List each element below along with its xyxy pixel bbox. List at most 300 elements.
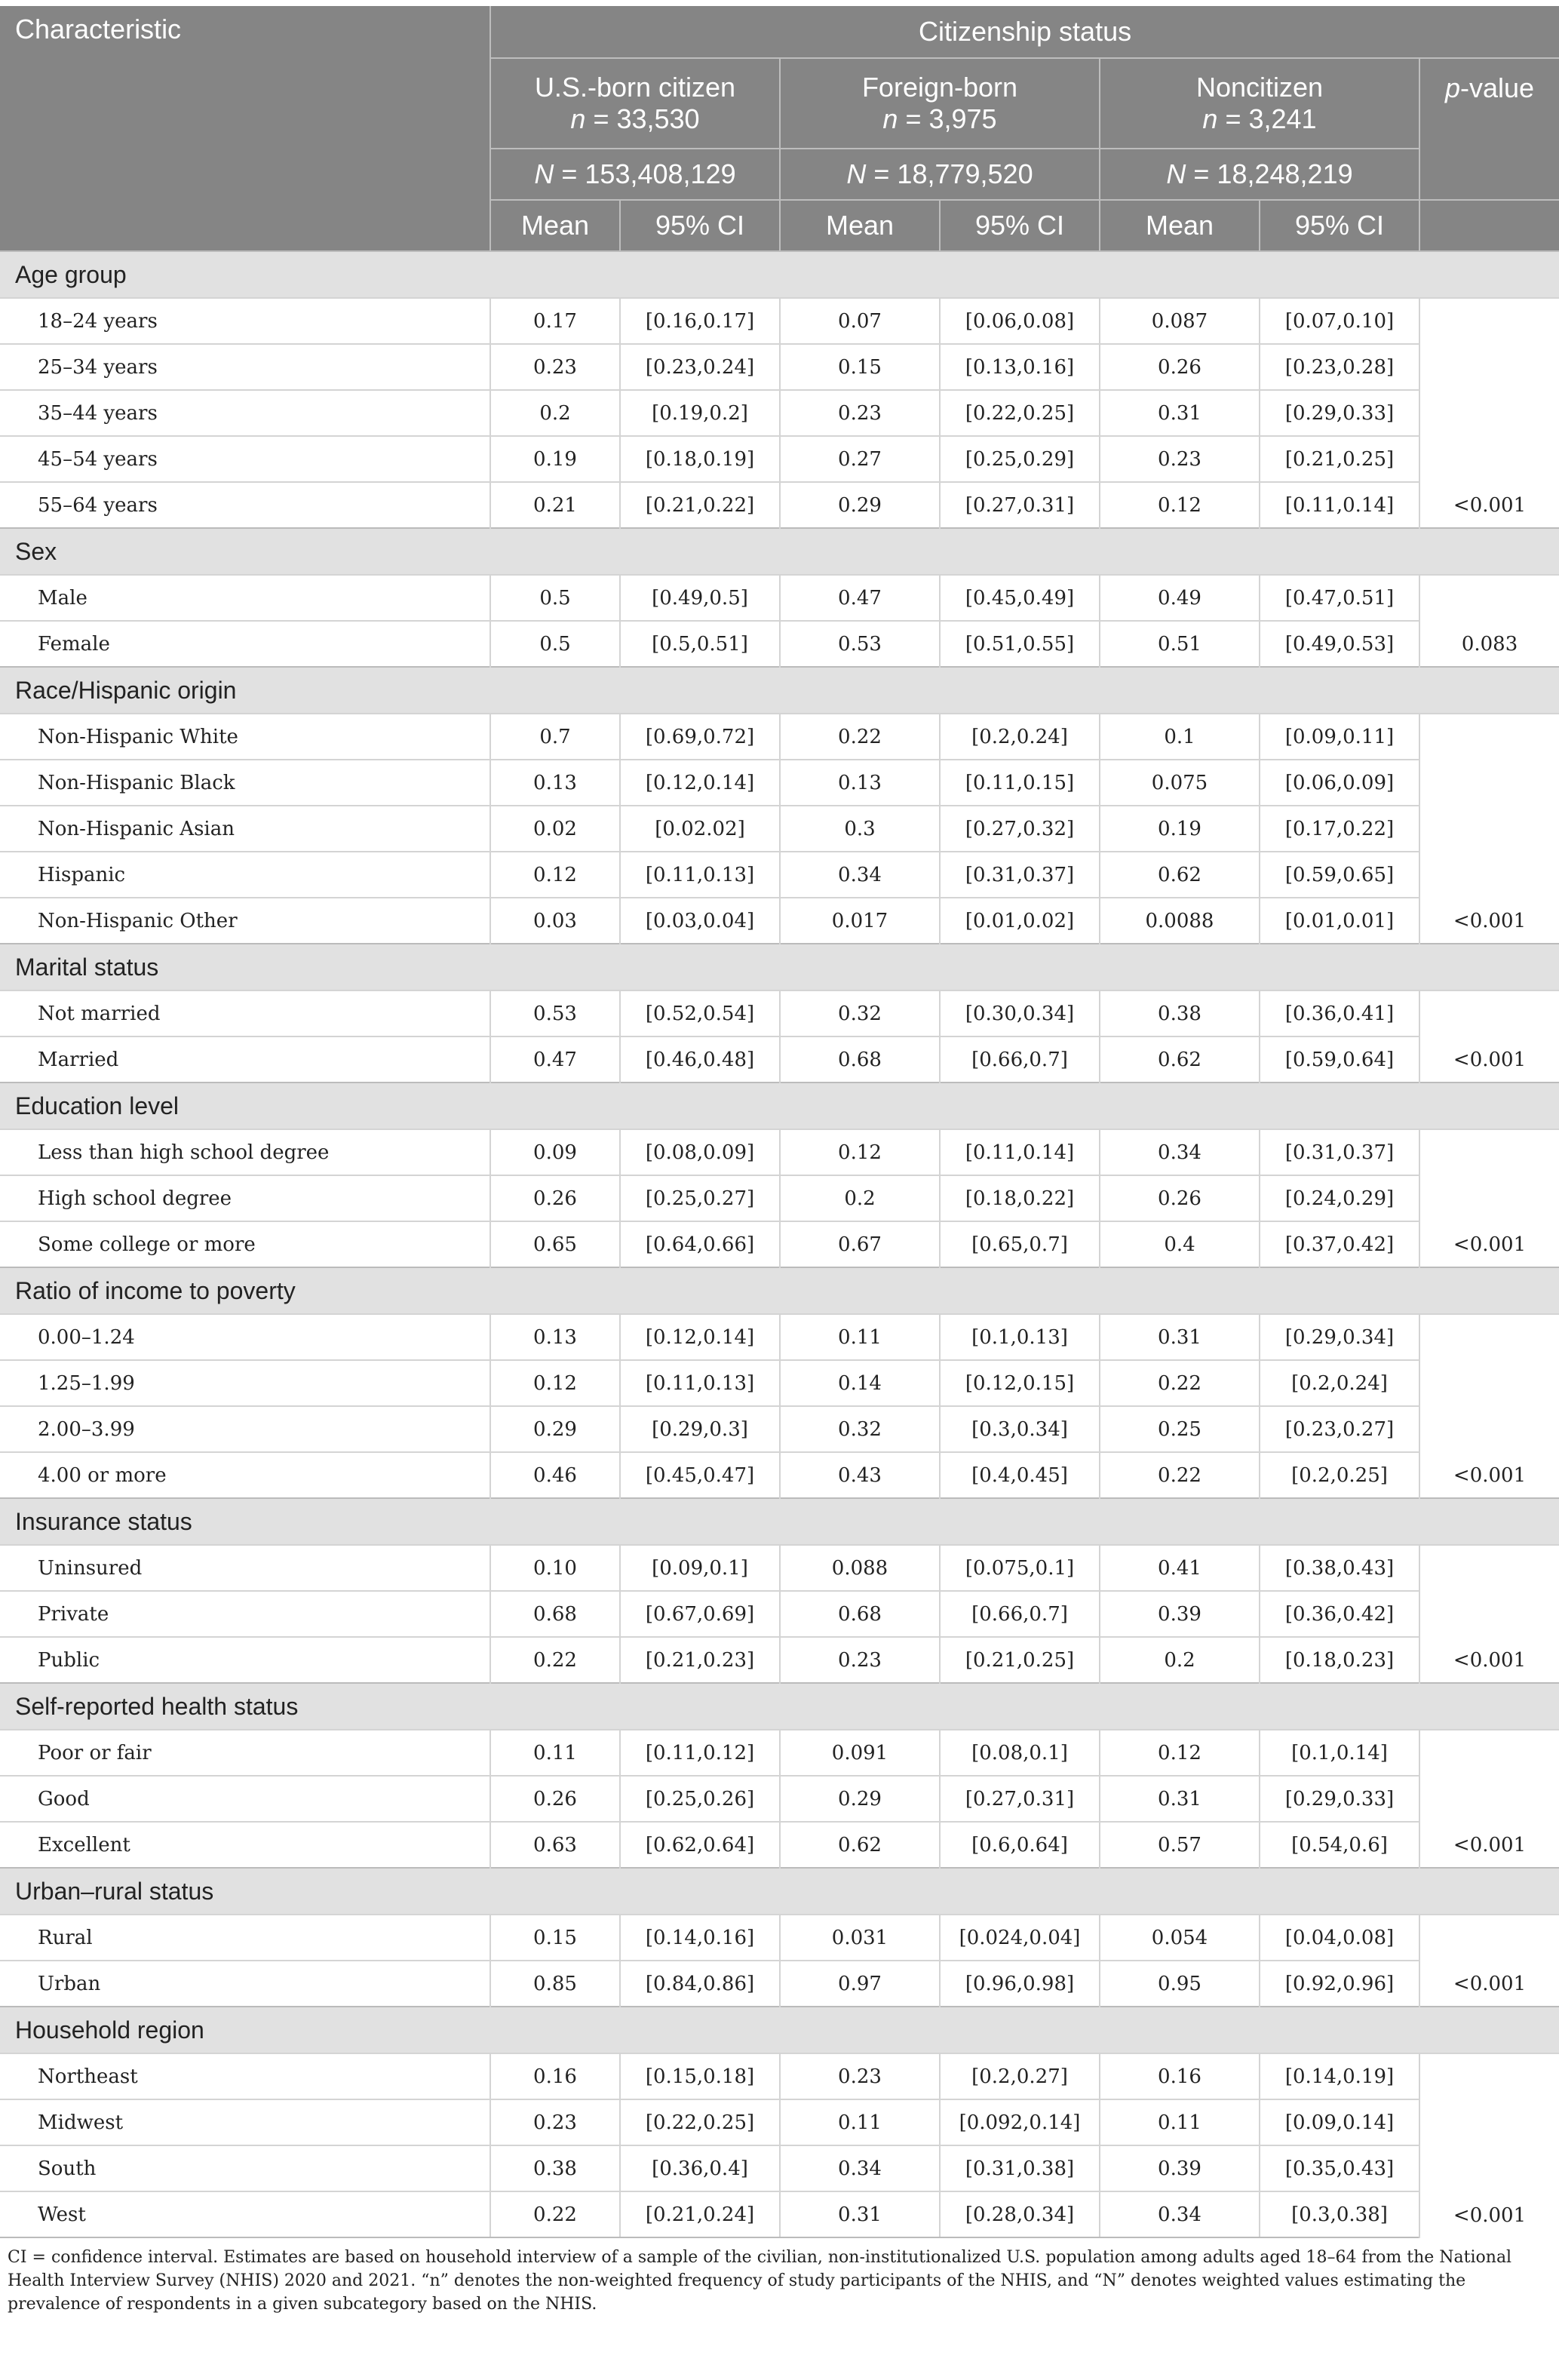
ci-cell: [0.54,0.6] — [1260, 1822, 1419, 1868]
ci-cell: [0.11,0.14] — [1260, 482, 1419, 528]
table-row — [0, 1175, 1559, 1221]
ci-cell: [0.27,0.31] — [940, 482, 1100, 528]
table-row — [0, 852, 1559, 898]
mean-cell: 0.38 — [1100, 990, 1260, 1036]
row-label: Excellent — [0, 1822, 490, 1868]
mean-cell: 0.1 — [1100, 714, 1260, 760]
table-row — [0, 1314, 1559, 1360]
table-row — [0, 1452, 1559, 1498]
ci-cell: [0.1,0.14] — [1260, 1730, 1419, 1776]
ci-cell: [0.29,0.3] — [620, 1406, 780, 1452]
citizenship-table — [0, 6, 1559, 2238]
mean-cell: 0.53 — [780, 621, 940, 667]
mean-cell: 0.26 — [490, 1175, 620, 1221]
p-value-cell: <0.001 — [1419, 1915, 1559, 2007]
row-label: Non-Hispanic White — [0, 714, 490, 760]
ci-cell: [0.38,0.43] — [1260, 1545, 1419, 1591]
ci-header: 95% CI — [940, 200, 1100, 251]
row-label: Urban — [0, 1961, 490, 2007]
table-row — [0, 990, 1559, 1036]
ci-cell: [0.66,0.7] — [940, 1591, 1100, 1637]
citizenship-status-header: Citizenship status — [490, 6, 1559, 58]
mean-cell: 0.65 — [490, 1221, 620, 1267]
mean-cell: 0.62 — [780, 1822, 940, 1868]
row-label: Non-Hispanic Black — [0, 760, 490, 806]
ci-cell: [0.59,0.64] — [1260, 1036, 1419, 1083]
section-title: Urban–rural status — [0, 1868, 1559, 1915]
mean-cell: 0.57 — [1100, 1822, 1260, 1868]
section-title: Sex — [0, 528, 1559, 575]
mean-cell: 0.46 — [490, 1452, 620, 1498]
ci-cell: [0.092,0.14] — [940, 2099, 1100, 2145]
ci-cell: [0.25,0.29] — [940, 436, 1100, 482]
ci-cell: [0.64,0.66] — [620, 1221, 780, 1267]
mean-cell: 0.41 — [1100, 1545, 1260, 1591]
p-value-rest: -value — [1460, 72, 1535, 103]
table-wrapper — [0, 6, 1559, 2316]
mean-cell: 0.11 — [780, 2099, 940, 2145]
ci-cell: [0.09,0.14] — [1260, 2099, 1419, 2145]
ci-cell: [0.13,0.16] — [940, 344, 1100, 390]
mean-cell: 0.07 — [780, 298, 940, 344]
ci-cell: [0.16,0.17] — [620, 298, 780, 344]
mean-cell: 0.34 — [1100, 2191, 1260, 2237]
section-title: Insurance status — [0, 1498, 1559, 1545]
row-label: Public — [0, 1637, 490, 1683]
weighted-n-foreign-born — [780, 149, 1100, 200]
n-value: = 33,530 — [585, 103, 700, 134]
ci-cell: [0.84,0.86] — [620, 1961, 780, 2007]
table-row — [0, 1822, 1559, 1868]
mean-cell: 0.15 — [780, 344, 940, 390]
row-label: Female — [0, 621, 490, 667]
ci-cell: [0.18,0.19] — [620, 436, 780, 482]
mean-cell: 0.27 — [780, 436, 940, 482]
section-title: Race/Hispanic origin — [0, 667, 1559, 714]
ci-cell: [0.35,0.43] — [1260, 2145, 1419, 2191]
p-value-italic: p — [1444, 72, 1461, 103]
mean-cell: 0.054 — [1100, 1915, 1260, 1961]
mean-cell: 0.09 — [490, 1129, 620, 1175]
mean-cell: 0.31 — [1100, 1314, 1260, 1360]
n-label: n — [882, 103, 898, 134]
ci-cell: [0.04,0.08] — [1260, 1915, 1419, 1961]
ci-cell: [0.2,0.27] — [940, 2053, 1100, 2099]
table-row — [0, 1591, 1559, 1637]
section-header-row — [0, 1498, 1559, 1545]
N-value: = 18,248,219 — [1186, 158, 1353, 189]
ci-cell: [0.08,0.1] — [940, 1730, 1100, 1776]
mean-cell: 0.26 — [1100, 1175, 1260, 1221]
ci-cell: [0.46,0.48] — [620, 1036, 780, 1083]
section-header-row — [0, 528, 1559, 575]
row-label: West — [0, 2191, 490, 2237]
mean-cell: 0.29 — [780, 1776, 940, 1822]
ci-cell: [0.12,0.14] — [620, 1314, 780, 1360]
group-name: U.S.-born citizen — [534, 72, 736, 103]
mean-cell: 0.031 — [780, 1915, 940, 1961]
ci-cell: [0.3,0.34] — [940, 1406, 1100, 1452]
mean-cell: 0.34 — [1100, 1129, 1260, 1175]
ci-cell: [0.075,0.1] — [940, 1545, 1100, 1591]
mean-cell: 0.15 — [490, 1915, 620, 1961]
table-row — [0, 1961, 1559, 2007]
ci-cell: [0.30,0.34] — [940, 990, 1100, 1036]
group-header-foreign-born — [780, 58, 1100, 149]
mean-cell: 0.088 — [780, 1545, 940, 1591]
ci-cell: [0.36,0.4] — [620, 2145, 780, 2191]
mean-cell: 0.03 — [490, 898, 620, 944]
ci-cell: [0.2,0.25] — [1260, 1452, 1419, 1498]
ci-cell: [0.024,0.04] — [940, 1915, 1100, 1961]
N-value: = 153,408,129 — [554, 158, 736, 189]
table-row — [0, 1036, 1559, 1083]
table-footnote: CI = confidence interval. Estimates are based on household interview of a sample of the civilian, non-institutionalized U.S. population among adults aged 18–64 from the National Health Interview Survey (NHIS) 2020 and 2021. “n” denotes the non-weighted frequency of study participants of the NHIS, and “N” denotes weighted values estimating the prevalence of respondents in a given subcategory based on the NHIS. — [8, 2248, 1512, 2314]
section-header-row — [0, 1083, 1559, 1129]
mean-cell: 0.5 — [490, 575, 620, 621]
mean-cell: 0.32 — [780, 1406, 940, 1452]
ci-cell: [0.09,0.1] — [620, 1545, 780, 1591]
row-label: 45–54 years — [0, 436, 490, 482]
ci-cell: [0.19,0.2] — [620, 390, 780, 436]
section-header-row — [0, 2007, 1559, 2053]
ci-cell: [0.25,0.27] — [620, 1175, 780, 1221]
mean-cell: 0.16 — [1100, 2053, 1260, 2099]
section-title: Age group — [0, 251, 1559, 298]
table-row — [0, 2099, 1559, 2145]
ci-cell: [0.11,0.14] — [940, 1129, 1100, 1175]
row-label: Midwest — [0, 2099, 490, 2145]
ci-cell: [0.03,0.04] — [620, 898, 780, 944]
mean-cell: 0.31 — [1100, 390, 1260, 436]
section-title: Household region — [0, 2007, 1559, 2053]
mean-cell: 0.087 — [1100, 298, 1260, 344]
ci-cell: [0.14,0.19] — [1260, 2053, 1419, 2099]
ci-cell: [0.24,0.29] — [1260, 1175, 1419, 1221]
ci-cell: [0.3,0.38] — [1260, 2191, 1419, 2237]
mean-cell: 0.31 — [1100, 1776, 1260, 1822]
mean-cell: 0.53 — [490, 990, 620, 1036]
section-header-row — [0, 251, 1559, 298]
mean-header: Mean — [490, 200, 620, 251]
p-value-header — [1419, 58, 1559, 200]
mean-cell: 0.2 — [780, 1175, 940, 1221]
section-title: Marital status — [0, 944, 1559, 990]
mean-cell: 0.62 — [1100, 852, 1260, 898]
ci-cell: [0.25,0.26] — [620, 1776, 780, 1822]
mean-cell: 0.4 — [1100, 1221, 1260, 1267]
row-label: Male — [0, 575, 490, 621]
group-name: Foreign-born — [861, 72, 1018, 103]
mean-cell: 0.21 — [490, 482, 620, 528]
ci-cell: [0.23,0.24] — [620, 344, 780, 390]
row-label: Good — [0, 1776, 490, 1822]
row-label: 1.25–1.99 — [0, 1360, 490, 1406]
mean-cell: 0.34 — [780, 852, 940, 898]
ci-cell: [0.28,0.34] — [940, 2191, 1100, 2237]
mean-cell: 0.11 — [490, 1730, 620, 1776]
n-label: n — [1202, 103, 1218, 134]
mean-cell: 0.23 — [490, 344, 620, 390]
group-header-us-born — [490, 58, 780, 149]
mean-cell: 0.26 — [490, 1776, 620, 1822]
mean-header: Mean — [1100, 200, 1260, 251]
section-title: Education level — [0, 1083, 1559, 1129]
mean-cell: 0.075 — [1100, 760, 1260, 806]
ci-cell: [0.14,0.16] — [620, 1915, 780, 1961]
ci-cell: [0.45,0.47] — [620, 1452, 780, 1498]
ci-cell: [0.27,0.32] — [940, 806, 1100, 852]
ci-cell: [0.37,0.42] — [1260, 1221, 1419, 1267]
mean-cell: 0.2 — [1100, 1637, 1260, 1683]
table-row — [0, 1545, 1559, 1591]
table-row — [0, 575, 1559, 621]
mean-cell: 0.29 — [780, 482, 940, 528]
mean-cell: 0.13 — [780, 760, 940, 806]
mean-cell: 0.49 — [1100, 575, 1260, 621]
mean-cell: 0.47 — [490, 1036, 620, 1083]
p-value-cell: <0.001 — [1419, 714, 1559, 944]
N-label: N — [846, 158, 867, 189]
table-row — [0, 760, 1559, 806]
n-label: n — [570, 103, 586, 134]
row-label: High school degree — [0, 1175, 490, 1221]
table-row — [0, 344, 1559, 390]
ci-cell: [0.6,0.64] — [940, 1822, 1100, 1868]
table-row — [0, 436, 1559, 482]
table-header — [0, 6, 1559, 251]
ci-cell: [0.36,0.41] — [1260, 990, 1419, 1036]
ci-cell: [0.49,0.53] — [1260, 621, 1419, 667]
ci-cell: [0.66,0.7] — [940, 1036, 1100, 1083]
mean-cell: 0.31 — [780, 2191, 940, 2237]
row-label: Less than high school degree — [0, 1129, 490, 1175]
mean-cell: 0.16 — [490, 2053, 620, 2099]
p-value-cell: 0.083 — [1419, 575, 1559, 667]
ci-cell: [0.06,0.08] — [940, 298, 1100, 344]
group-header-noncitizen — [1100, 58, 1419, 149]
ci-cell: [0.4,0.45] — [940, 1452, 1100, 1498]
mean-cell: 0.12 — [1100, 482, 1260, 528]
ci-cell: [0.45,0.49] — [940, 575, 1100, 621]
ci-cell: [0.01,0.02] — [940, 898, 1100, 944]
mean-cell: 0.47 — [780, 575, 940, 621]
ci-cell: [0.2,0.24] — [1260, 1360, 1419, 1406]
ci-cell: [0.62,0.64] — [620, 1822, 780, 1868]
row-label: 4.00 or more — [0, 1452, 490, 1498]
row-label: Non-Hispanic Other — [0, 898, 490, 944]
N-label: N — [1166, 158, 1186, 189]
table-row — [0, 1360, 1559, 1406]
table-row — [0, 2053, 1559, 2099]
mean-cell: 0.3 — [780, 806, 940, 852]
table-row — [0, 2145, 1559, 2191]
mean-cell: 0.67 — [780, 1221, 940, 1267]
mean-header: Mean — [780, 200, 940, 251]
ci-cell: [0.11,0.15] — [940, 760, 1100, 806]
ci-cell: [0.23,0.28] — [1260, 344, 1419, 390]
ci-cell: [0.52,0.54] — [620, 990, 780, 1036]
mean-cell: 0.68 — [490, 1591, 620, 1637]
table-row — [0, 1129, 1559, 1175]
table-row — [0, 806, 1559, 852]
row-label: 25–34 years — [0, 344, 490, 390]
mean-cell: 0.29 — [490, 1406, 620, 1452]
p-value-cell: <0.001 — [1419, 990, 1559, 1083]
section-header-row — [0, 667, 1559, 714]
row-label: Uninsured — [0, 1545, 490, 1591]
mean-cell: 0.19 — [490, 436, 620, 482]
mean-cell: 0.62 — [1100, 1036, 1260, 1083]
mean-cell: 0.14 — [780, 1360, 940, 1406]
ci-cell: [0.47,0.51] — [1260, 575, 1419, 621]
row-label: Private — [0, 1591, 490, 1637]
row-label: Rural — [0, 1915, 490, 1961]
table-row — [0, 621, 1559, 667]
mean-cell: 0.23 — [780, 390, 940, 436]
n-value: = 3,241 — [1217, 103, 1317, 134]
table-row — [0, 1730, 1559, 1776]
section-header-row — [0, 944, 1559, 990]
row-label: Married — [0, 1036, 490, 1083]
N-value: = 18,779,520 — [866, 158, 1033, 189]
N-label: N — [534, 158, 554, 189]
ci-cell: [0.12,0.14] — [620, 760, 780, 806]
row-label: Poor or fair — [0, 1730, 490, 1776]
row-label: Hispanic — [0, 852, 490, 898]
ci-cell: [0.17,0.22] — [1260, 806, 1419, 852]
weighted-n-noncitizen — [1100, 149, 1419, 200]
ci-cell: [0.31,0.37] — [1260, 1129, 1419, 1175]
ci-cell: [0.21,0.23] — [620, 1637, 780, 1683]
mean-cell: 0.43 — [780, 1452, 940, 1498]
ci-cell: [0.11,0.13] — [620, 852, 780, 898]
table-row — [0, 1406, 1559, 1452]
ci-cell: [0.5,0.51] — [620, 621, 780, 667]
ci-cell: [0.49,0.5] — [620, 575, 780, 621]
ci-cell: [0.51,0.55] — [940, 621, 1100, 667]
mean-cell: 0.12 — [780, 1129, 940, 1175]
ci-cell: [0.22,0.25] — [940, 390, 1100, 436]
row-label: 0.00–1.24 — [0, 1314, 490, 1360]
ci-cell: [0.1,0.13] — [940, 1314, 1100, 1360]
p-value-cell: <0.001 — [1419, 1314, 1559, 1498]
mean-cell: 0.17 — [490, 298, 620, 344]
mean-cell: 0.22 — [780, 714, 940, 760]
ci-cell: [0.29,0.34] — [1260, 1314, 1419, 1360]
ci-cell: [0.96,0.98] — [940, 1961, 1100, 2007]
table-row — [0, 1915, 1559, 1961]
section-header-row — [0, 1683, 1559, 1730]
mean-cell: 0.23 — [490, 2099, 620, 2145]
ci-cell: [0.07,0.10] — [1260, 298, 1419, 344]
section-header-row — [0, 1868, 1559, 1915]
p-value-subheader — [1419, 200, 1559, 251]
ci-cell: [0.21,0.22] — [620, 482, 780, 528]
table-row — [0, 714, 1559, 760]
ci-cell: [0.23,0.27] — [1260, 1406, 1419, 1452]
ci-cell: [0.59,0.65] — [1260, 852, 1419, 898]
ci-cell: [0.21,0.25] — [1260, 436, 1419, 482]
section-header-row — [0, 1267, 1559, 1314]
ci-cell: [0.2,0.24] — [940, 714, 1100, 760]
mean-cell: 0.19 — [1100, 806, 1260, 852]
characteristic-header: Characteristic — [0, 6, 490, 251]
p-value-cell: <0.001 — [1419, 298, 1559, 528]
mean-cell: 0.017 — [780, 898, 940, 944]
mean-cell: 0.23 — [780, 2053, 940, 2099]
ci-cell: [0.92,0.96] — [1260, 1961, 1419, 2007]
table-row — [0, 1221, 1559, 1267]
n-value: = 3,975 — [898, 103, 997, 134]
mean-cell: 0.22 — [490, 1637, 620, 1683]
ci-cell: [0.11,0.13] — [620, 1360, 780, 1406]
section-title: Ratio of income to poverty — [0, 1267, 1559, 1314]
table-row — [0, 898, 1559, 944]
ci-cell: [0.21,0.25] — [940, 1637, 1100, 1683]
ci-cell: [0.18,0.23] — [1260, 1637, 1419, 1683]
mean-cell: 0.11 — [1100, 2099, 1260, 2145]
mean-cell: 0.02 — [490, 806, 620, 852]
ci-cell: [0.21,0.24] — [620, 2191, 780, 2237]
mean-cell: 0.63 — [490, 1822, 620, 1868]
mean-cell: 0.13 — [490, 1314, 620, 1360]
table-body — [0, 251, 1559, 2237]
ci-cell: [0.09,0.11] — [1260, 714, 1419, 760]
group-name: Noncitizen — [1195, 72, 1324, 103]
mean-cell: 0.34 — [780, 2145, 940, 2191]
ci-cell: [0.02.02] — [620, 806, 780, 852]
mean-cell: 0.10 — [490, 1545, 620, 1591]
mean-cell: 0.7 — [490, 714, 620, 760]
ci-cell: [0.11,0.12] — [620, 1730, 780, 1776]
row-label: Non-Hispanic Asian — [0, 806, 490, 852]
mean-cell: 0.39 — [1100, 1591, 1260, 1637]
table-row — [0, 482, 1559, 528]
mean-cell: 0.23 — [1100, 436, 1260, 482]
ci-cell: [0.12,0.15] — [940, 1360, 1100, 1406]
weighted-n-us-born — [490, 149, 780, 200]
mean-cell: 0.38 — [490, 2145, 620, 2191]
mean-cell: 0.68 — [780, 1591, 940, 1637]
ci-cell: [0.22,0.25] — [620, 2099, 780, 2145]
mean-cell: 0.26 — [1100, 344, 1260, 390]
ci-cell: [0.65,0.7] — [940, 1221, 1100, 1267]
ci-cell: [0.18,0.22] — [940, 1175, 1100, 1221]
mean-cell: 0.0088 — [1100, 898, 1260, 944]
table-row — [0, 2191, 1559, 2237]
row-label: 2.00–3.99 — [0, 1406, 490, 1452]
mean-cell: 0.22 — [1100, 1452, 1260, 1498]
mean-cell: 0.85 — [490, 1961, 620, 2007]
row-label: 55–64 years — [0, 482, 490, 528]
ci-cell: [0.29,0.33] — [1260, 390, 1419, 436]
row-label: Not married — [0, 990, 490, 1036]
ci-cell: [0.01,0.01] — [1260, 898, 1419, 944]
mean-cell: 0.22 — [490, 2191, 620, 2237]
p-value-cell: <0.001 — [1419, 2053, 1559, 2237]
ci-cell: [0.67,0.69] — [620, 1591, 780, 1637]
ci-header: 95% CI — [620, 200, 780, 251]
ci-cell: [0.29,0.33] — [1260, 1776, 1419, 1822]
row-label: 18–24 years — [0, 298, 490, 344]
mean-cell: 0.23 — [780, 1637, 940, 1683]
table-row — [0, 1776, 1559, 1822]
table-row — [0, 390, 1559, 436]
mean-cell: 0.25 — [1100, 1406, 1260, 1452]
ci-cell: [0.15,0.18] — [620, 2053, 780, 2099]
mean-cell: 0.51 — [1100, 621, 1260, 667]
